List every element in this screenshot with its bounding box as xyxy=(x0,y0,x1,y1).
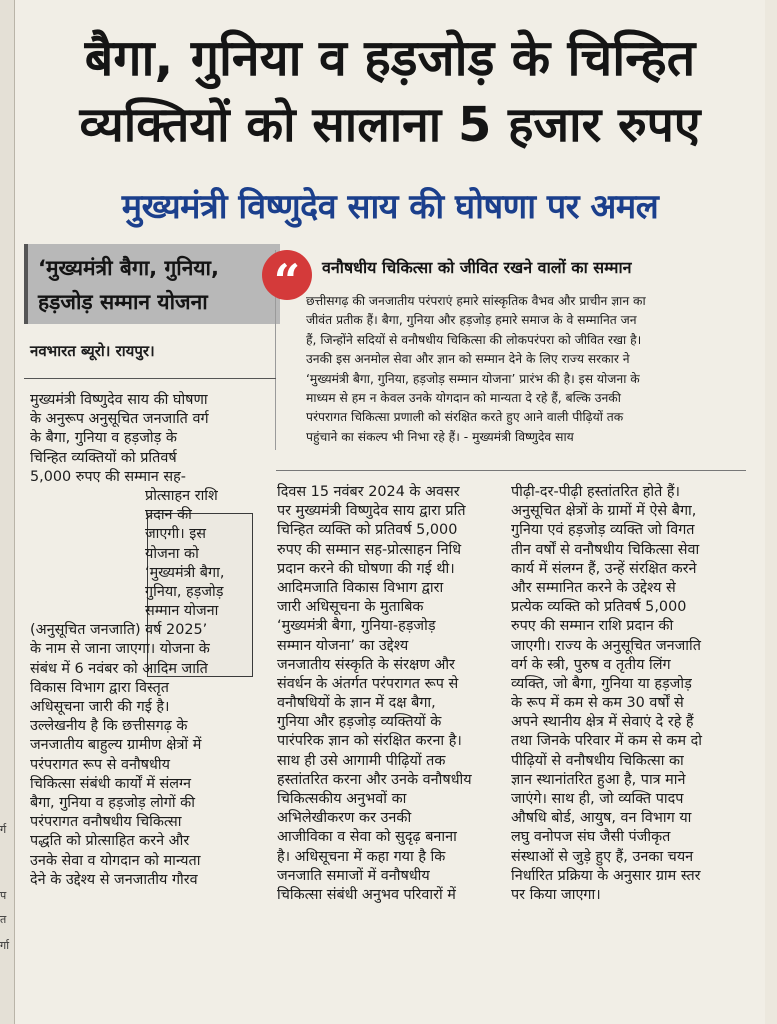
text-line: प्रदान करने की घोषणा की गई थी। xyxy=(277,560,455,577)
text-line: के बैगा, गुनिया व हड़जोड़ के xyxy=(30,430,177,447)
text-line: के नाम से जाना जाएगा। योजना के xyxy=(30,641,210,658)
text-line: संबंध में 6 नवंबर को आदिम जाति xyxy=(30,660,208,677)
yojana-line-1: ‘मुख्यमंत्री बैगा, गुनिया, xyxy=(38,256,219,280)
text-line: पीढ़ियों से वनौषधीय चिकित्सा का xyxy=(511,752,684,769)
text-line: चिकित्सा संबंधी कार्यों में संलग्न xyxy=(30,775,192,792)
text-line: ‘मुख्यमंत्री बैगा, गुनिया, हड़जोड़ सम्मान योजना’ प्रारंभ की है। इस योजना के xyxy=(306,371,640,386)
text-line: वनौषधियों के ज्ञान में दक्ष बैगा, xyxy=(277,695,436,712)
text-line: 5,000 रुपए की सम्मान सह- xyxy=(30,468,186,485)
headline xyxy=(20,26,760,160)
article-column-3 xyxy=(511,483,743,905)
edge-fragment: प xyxy=(0,889,7,902)
text-line: परंपरागत वनौषधीय चिकित्सा xyxy=(30,814,182,831)
text-line: है। अधिसूचना में कहा गया है कि xyxy=(277,848,446,865)
text-line: अनुसूचित क्षेत्रों के ग्रामों में ऐसे बैगा, xyxy=(511,503,697,520)
text-line: छत्तीसगढ़ की जनजातीय परंपराएं हमारे सांस्कृतिक वैभव और प्राचीन ज्ञान का xyxy=(306,294,646,308)
right-page-edge xyxy=(765,0,777,1024)
article-column-2 xyxy=(277,483,499,905)
text-line: साथ ही उसे आगामी पीढ़ियों तक xyxy=(277,752,446,769)
text-line: पहुंचाने का संकल्प भी निभा रहे हैं। - मुख्यमंत्री विष्णुदेव साय xyxy=(306,429,574,444)
text-line: पर किया जाएगा। xyxy=(511,886,601,903)
text-line: उनके सेवा व योगदान को मान्यता xyxy=(30,852,201,869)
text-line: जाएगी। इस xyxy=(145,526,207,543)
text-line: रुपए की सम्मान राशि प्रदान की xyxy=(511,618,674,635)
yojana-name-box xyxy=(24,244,280,324)
text-line: ‘मुख्यमंत्री बैगा, xyxy=(145,564,225,581)
text-line: हस्तांतरित करना और उनके वनौषधीय xyxy=(277,771,472,788)
text-line: अपने स्थानीय क्षेत्र में सेवाएं दे रहे हैं xyxy=(511,714,694,731)
text-line: के अनुरूप अनुसूचित जनजाति वर्ग xyxy=(30,411,209,428)
edge-fragment: र्ग xyxy=(0,823,7,836)
text-line: संस्थाओं से जुड़े हुए हैं, उनका चयन xyxy=(511,848,694,865)
text-line: देने के उद्देश्य से जनजातीय गौरव xyxy=(30,871,198,888)
text-line: पर मुख्यमंत्री विष्णुदेव साय द्वारा प्रति xyxy=(277,503,466,520)
headline-line-2: व्यक्तियों को सालाना 5 हजार रुपए xyxy=(79,97,701,153)
text-line: जाएगी। राज्य के अनुसूचित जनजाति xyxy=(511,637,701,654)
text-line: औषधि बोर्ड, आयुष, वन विभाग या xyxy=(511,810,692,827)
edge-fragment: र्गा xyxy=(0,939,10,952)
text-line: चिन्हित व्यक्तियों को प्रतिवर्ष xyxy=(30,449,177,466)
text-line: प्रत्येक व्यक्ति को प्रतिवर्ष 5,000 xyxy=(511,599,687,616)
text-line: निर्धारित प्रक्रिया के अनुसार ग्राम स्तर xyxy=(511,867,701,884)
text-line: बैगा, गुनिया व हड़जोड़ लोगों की xyxy=(30,794,195,811)
text-line: जारी अधिसूचना के मुताबिक xyxy=(277,599,424,616)
text-line: प्रदान की xyxy=(145,507,192,524)
article-column-1 xyxy=(30,391,266,890)
text-line: (अनुसूचित जनजाति) वर्ष 2025’ xyxy=(30,622,208,639)
text-line: पारंपरिक ज्ञान को संरक्षित करना है। xyxy=(277,733,462,750)
text-line: चिकित्सा संबंधी अनुभव परिवारों में xyxy=(277,886,456,903)
text-line: और सम्मानित करने के उद्देश्य से xyxy=(511,579,676,596)
text-line: योजना को xyxy=(145,545,199,562)
text-line: वर्ग के स्त्री, पुरुष व तृतीय लिंग xyxy=(511,656,671,673)
quote-title: वनौषधीय चिकित्सा को जीवित रखने वालों का सम्मान xyxy=(322,258,632,277)
yojana-line-2: हड़जोड़ सम्मान योजना xyxy=(38,290,208,314)
text-line: कार्य में संलग्न हैं, उन्हें संरक्षित करने xyxy=(511,560,697,577)
text-line: जाएंगे। साथ ही, जो व्यक्ति पादप xyxy=(511,791,684,807)
text-line: के रूप में कम से कम 30 वर्षों से xyxy=(511,695,684,712)
text-line: व्यक्ति, जो बैगा, गुनिया या हड़जोड़ xyxy=(511,675,692,692)
text-line: प्रोत्साहन राशि xyxy=(145,487,218,504)
byline: नवभारत ब्यूरो। रायपुर। xyxy=(30,342,155,360)
text-line: माध्यम से हम न केवल उनके योगदान को मान्यता दे रहे हैं, बल्कि उनकी xyxy=(306,390,621,405)
text-line: तथा जिनके परिवार में कम से कम दो xyxy=(511,733,703,750)
text-line: आदिमजाति विकास विभाग द्वारा xyxy=(277,579,444,596)
headline-line-1: बैगा, गुनिया व हड़जोड़ के चिन्हित xyxy=(84,29,696,87)
text-line: ज्ञान स्थानांतरित हुआ है, पात्र माने xyxy=(511,771,686,788)
text-line: उनकी इस अनमोल सेवा और ज्ञान को सम्मान देने के लिए राज्य सरकार ने xyxy=(306,352,630,367)
quote-body xyxy=(306,292,742,447)
text-line: मुख्यमंत्री विष्णुदेव साय की घोषणा xyxy=(30,392,208,408)
text-line: जनजातीय बाहुल्य ग्रामीण क्षेत्रों में xyxy=(30,737,202,754)
text-line: गुनिया एवं हड़जोड़ व्यक्ति जो विगत xyxy=(511,522,695,539)
text-line: पीढ़ी-दर-पीढ़ी हस्तांतरित होते हैं। xyxy=(511,484,680,500)
text-line: विकास विभाग द्वारा विस्तृत xyxy=(30,679,169,696)
text-line: हैं, जिन्होंने सदियों से वनौषधीय चिकित्सा की लोकपरंपरा को जीवित रखा है। xyxy=(306,332,642,347)
text-line: चिकित्सकीय अनुभवों का xyxy=(277,791,407,807)
text-line: तीन वर्षों से वनौषधीय चिकित्सा सेवा xyxy=(511,541,700,558)
text-line: दिवस 15 नवंबर 2024 के अवसर xyxy=(277,484,460,500)
text-line: जनजातीय संस्कृति के संरक्षण और xyxy=(277,656,455,673)
text-line: जनजाति समाजों में वनौषधीय xyxy=(277,867,430,884)
text-line: पद्धति को प्रोत्साहित करने और xyxy=(30,833,190,850)
text-line: आजीविका व सेवा को सुदृढ़ बनाना xyxy=(277,829,457,846)
text-line: सम्मान योजना’ का उद्देश्य xyxy=(277,637,409,654)
text-line: अधिसूचना जारी की गई है। xyxy=(30,699,170,715)
text-line: परंपरागत रूप से वनौषधीय xyxy=(30,756,170,773)
text-line: गुनिया, हड़जोड़ xyxy=(145,583,224,600)
text-line: परंपरागत चिकित्सा प्रणाली को संरक्षित करते हुए आने वाली पीढ़ियों तक xyxy=(306,410,624,425)
text-line: लघु वनोपज संघ जैसी पंजीकृत xyxy=(511,829,671,846)
byline-rule xyxy=(24,378,276,379)
adjacent-page-edge xyxy=(0,0,15,1024)
text-line: रुपए की सम्मान सह-प्रोत्साहन निधि xyxy=(277,541,462,558)
text-line: अभिलेखीकरण कर उनकी xyxy=(277,810,412,827)
quote-rule xyxy=(276,470,746,471)
text-line: गुनिया और हड़जोड़ व्यक्तियों के xyxy=(277,714,442,731)
text-line: जीवंत प्रतीक हैं। बैगा, गुनिया और हड़जोड़ हमारे समाज के वे सम्मानित जन xyxy=(306,313,637,328)
text-line: उल्लेखनीय है कि छत्तीसगढ़ के xyxy=(30,718,188,735)
quote-mark-icon: “ xyxy=(262,250,312,300)
text-line: संवर्धन के अंतर्गत परंपरागत रूप से xyxy=(277,675,459,692)
text-line: सम्मान योजना xyxy=(145,603,219,620)
text-line: ‘मुख्यमंत्री बैगा, गुनिया-हड़जोड़ xyxy=(277,618,436,635)
edge-fragment: त xyxy=(0,913,7,926)
text-line: चिन्हित व्यक्ति को प्रतिवर्ष 5,000 xyxy=(277,522,458,539)
subheadline: मुख्यमंत्री विष्णुदेव साय की घोषणा पर अमल xyxy=(121,187,659,227)
